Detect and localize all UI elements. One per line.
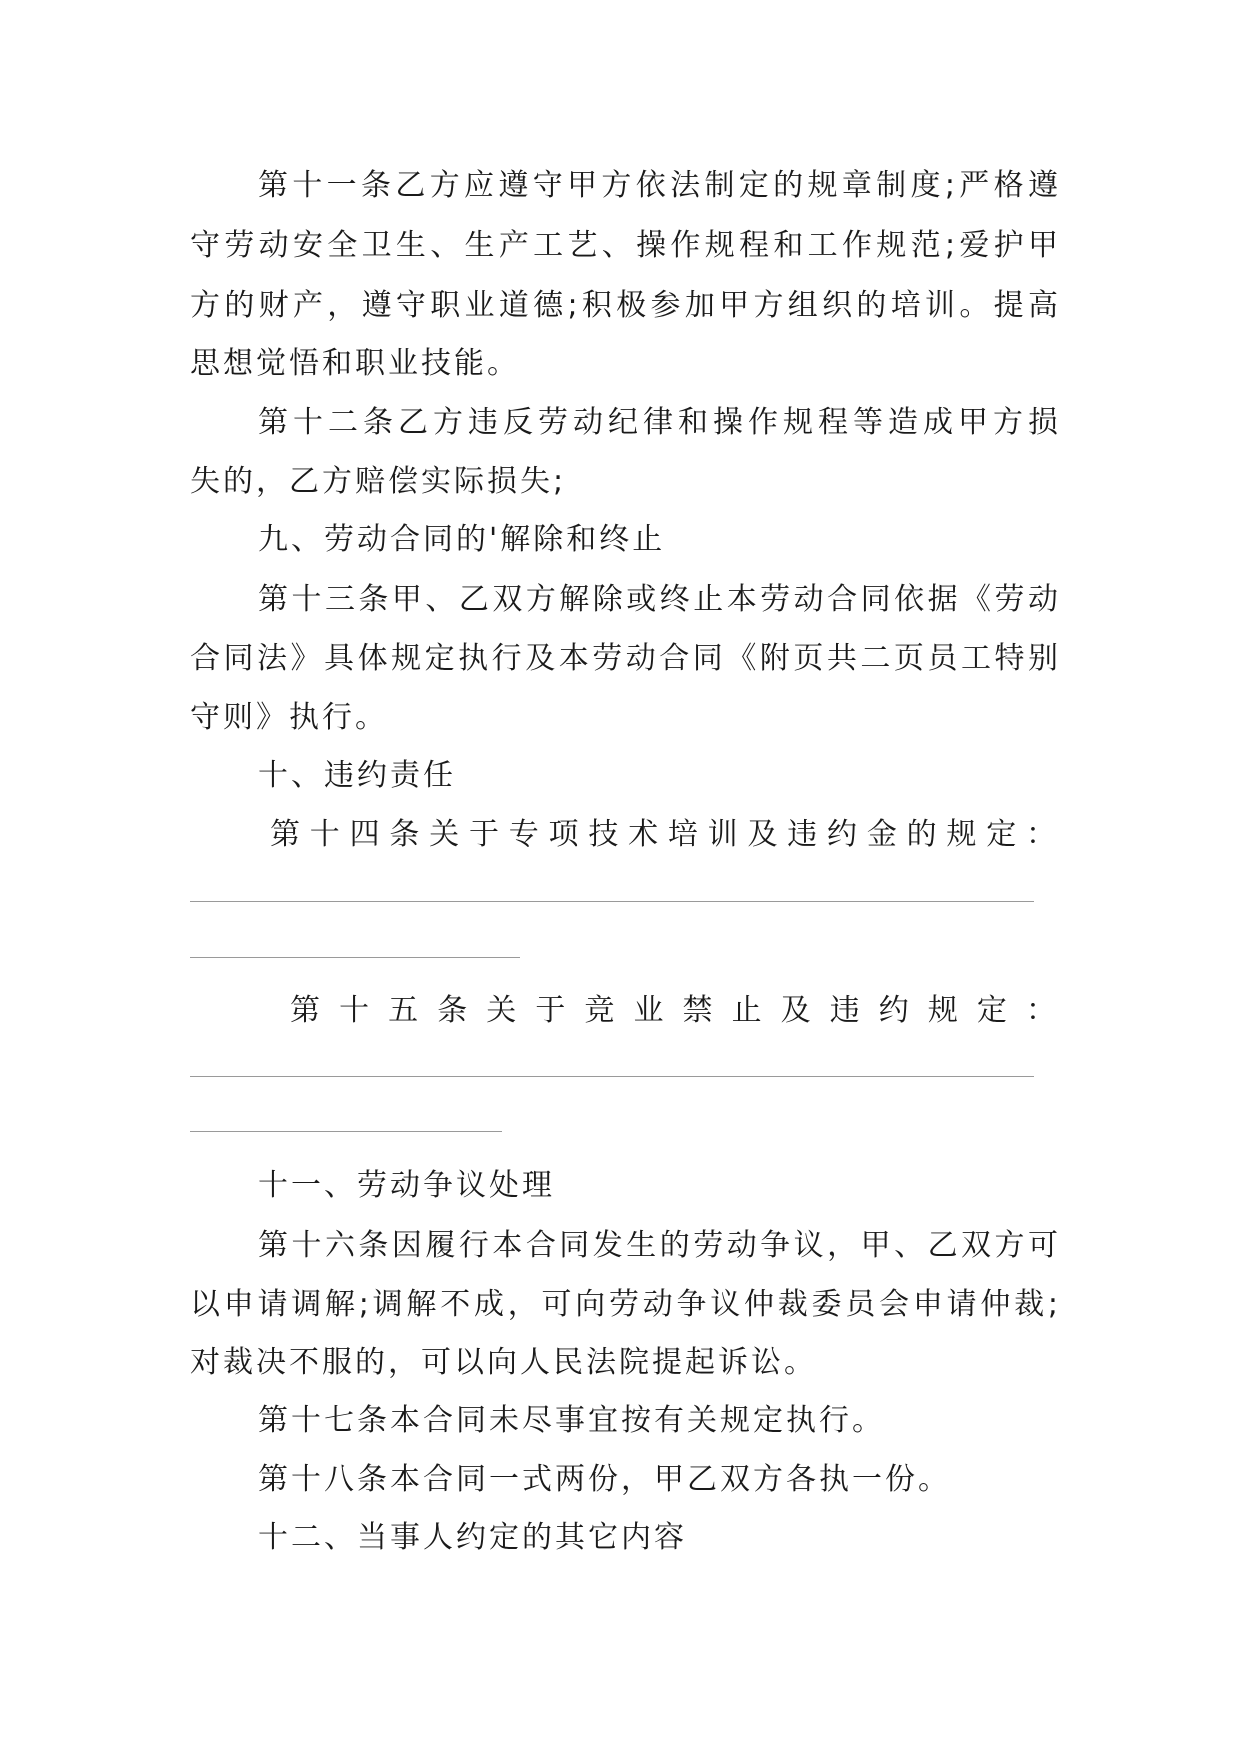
article-13-line-3: 守则》执行。 xyxy=(190,700,388,735)
article-18-line: 第十八条本合同一式两份，甲乙双方各执一份。 xyxy=(258,1462,951,1497)
article-16-line-2: 以申请调解;调解不成，可向劳动争议仲裁委员会申请仲裁; xyxy=(190,1287,1058,1322)
article-11-line-2: 守劳动安全卫生、生产工艺、操作规程和工作规范;爱护甲 xyxy=(190,228,1058,263)
article-16-line-1: 第十六条因履行本合同发生的劳动争议，甲、乙双方可 xyxy=(258,1228,1058,1263)
section-9-heading: 九、劳动合同的'解除和终止 xyxy=(258,522,666,557)
article-15-line: 第十五条关于竞业禁止及违约规定： xyxy=(290,993,1056,1028)
article-11-line-1: 第十一条乙方应遵守甲方依法制定的规章制度;严格遵 xyxy=(258,168,1058,203)
article-17-line: 第十七条本合同未尽事宜按有关规定执行。 xyxy=(258,1403,885,1438)
article-14-line: 第十四条关于专项技术培训及违约金的规定： xyxy=(270,817,1056,852)
article-11-line-4: 思想觉悟和职业技能。 xyxy=(190,346,520,381)
article-16-line-3: 对裁决不服的，可以向人民法院提起诉讼。 xyxy=(190,1345,817,1380)
article-13-line-1: 第十三条甲、乙双方解除或终止本劳动合同依据《劳动 xyxy=(258,582,1058,617)
section-10-heading: 十、违约责任 xyxy=(258,758,456,793)
section-11-heading: 十一、劳动争议处理 xyxy=(258,1168,555,1203)
article-12-line-2: 失的，乙方赔偿实际损失; xyxy=(190,464,567,499)
article-13-line-2: 合同法》具体规定执行及本劳动合同《附页共二页员工特别 xyxy=(190,641,1058,676)
blank-underline xyxy=(190,1076,1034,1077)
article-11-line-3: 方的财产，遵守职业道德;积极参加甲方组织的培训。提高 xyxy=(190,288,1058,323)
section-12-heading: 十二、当事人约定的其它内容 xyxy=(258,1520,687,1555)
blank-underline xyxy=(190,1131,502,1132)
blank-underline xyxy=(190,957,520,958)
blank-underline xyxy=(190,901,1034,902)
article-12-line-1: 第十二条乙方违反劳动纪律和操作规程等造成甲方损 xyxy=(258,405,1058,440)
